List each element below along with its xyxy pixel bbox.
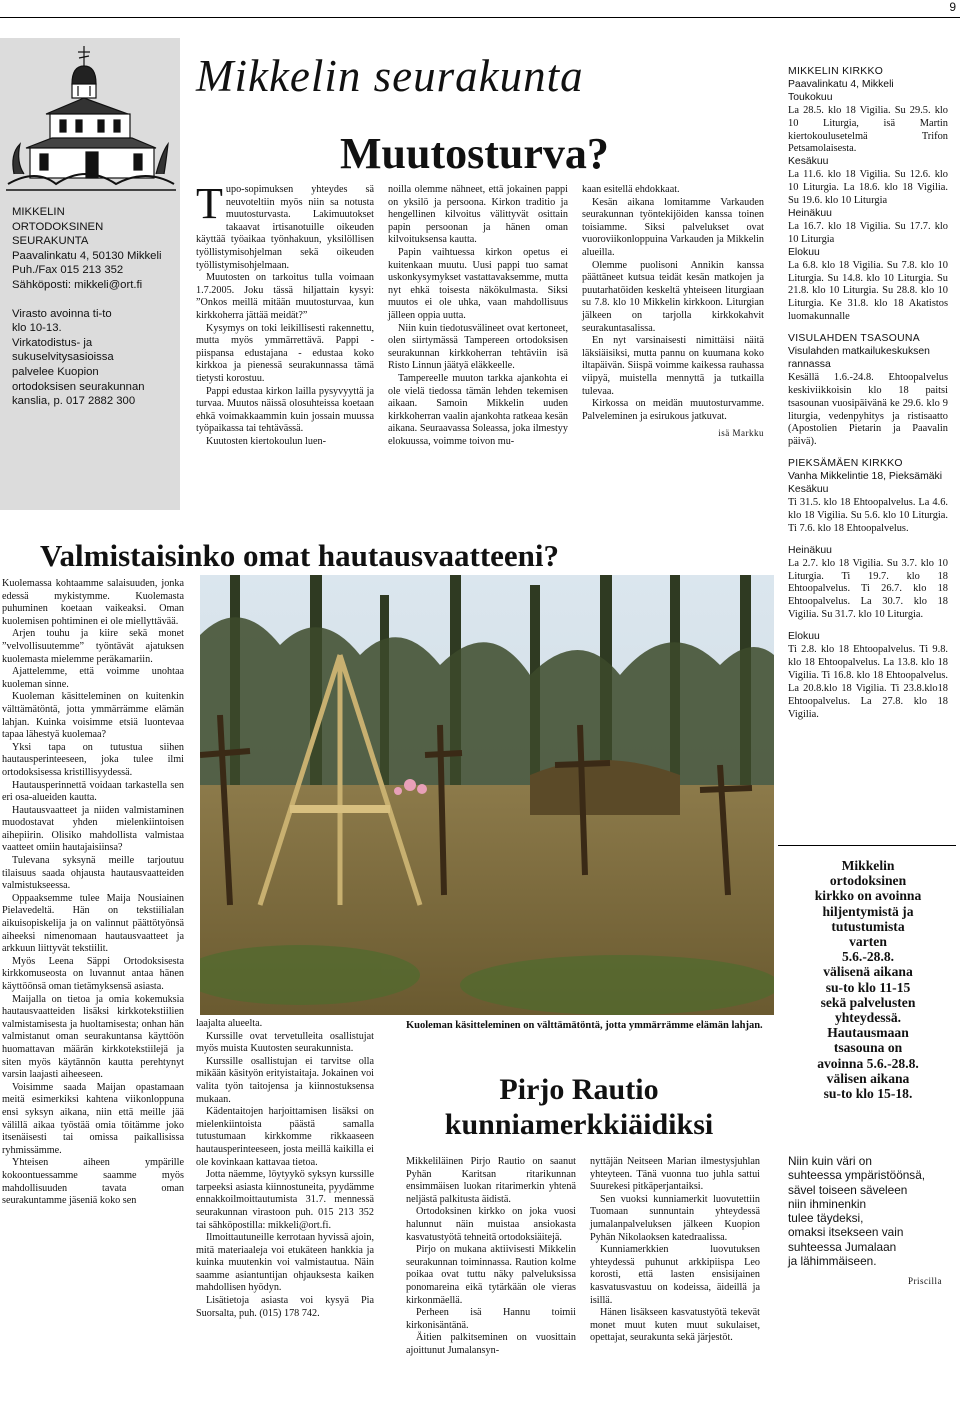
notice-line: kirkko on avoinna [814, 888, 922, 904]
masthead: Mikkelin seurakunta [196, 51, 584, 101]
poem-line: Niin kuin väri on [788, 1154, 872, 1168]
schedule-line: Kesäkuu [788, 156, 829, 168]
schedule-line: Vanha Mikkelintie 18, Pieksämäki [788, 471, 943, 483]
schedule-text: La 6.8. klo 18 Vigilia. Su 7.8. klo 10 Liturgia. Su 14.8. klo 10 Liturgia. Su 21.8. klo 10 Liturgia. Su 28.8. klo 10 Liturgia. Ke 31.8. klo 18 Akatistos luomakunnalle [788, 259, 948, 323]
article2-column-left [2, 578, 184, 1208]
contact-line: MIKKELIN [12, 206, 65, 218]
article1-column-1 [196, 179, 374, 448]
poem-line: ja lähimmäiseen. [788, 1254, 877, 1269]
paragraph: Arjen touhu ja kiire sekä monet ”velvollisuutemme” työntävät ajatuksen kuolemasta mielemme peräkamariin. [2, 628, 184, 665]
notice-line: yhteydessä. [834, 1010, 902, 1026]
schedule-text: La 2.7. klo 18 Vigilia. Su 3.7. klo 10 Liturgia. Ti 19.7. klo 18 Ehtoopalvelus. Ti 26.7. klo 18 Ehtoopalvelus. La 30.7. klo 18 Vigilia. Su 31.7. klo 10 Liturgia. [788, 557, 948, 621]
paragraph: Maijalla on tietoa ja omia kokemuksia hautausvaatteiden lisäksi kirkkotekstiilien valmistamisesta ja huoltamisesta; onhan hän valmistanut oman seurakuntansa käyttöön huomattavan määrän kirkkotekstiilejä ja siten myös käytännön kautta perehtynyt varsin laajasti aiheeseen. [2, 993, 184, 1081]
cemetery-photo [200, 575, 774, 1015]
schedule-text: Kesällä 1.6.-24.8. Ehtoopalvelus keskiviikkoisin klo 18 paitsi tsasounan vuosipäivänä ke 29.6. klo 9 liturgia, vedenpyhitys ja ristisaatto (Apostolien Pietarin ja Paavalin päivä). [788, 371, 948, 448]
photo-caption: Kuoleman käsitteleminen on välttämätöntä, jotta ymmärrämme elämän lahjan. [406, 1020, 763, 1031]
poem [788, 1154, 952, 1268]
paragraph: nyttäjän Neitseen Marian ilmestysjuhlan yhteyteen. Tänä vuonna tuo juhla sattui Suurekesi pitkäperjantaiksi. [590, 1156, 760, 1193]
paragraph: Hautausperinnettä voidaan tarkastella sen eri osa-alueiden kautta. [2, 779, 184, 804]
notice-line: tutustumista [831, 918, 905, 934]
contact-line: Puh./Fax 015 213 352 [12, 264, 124, 277]
paragraph: Kirkossa on meidän muutosturvamme. Palveleminen ja esirukous jatkuvat. [582, 398, 764, 422]
schedule-heading: MIKKELIN KIRKKO [788, 66, 884, 77]
author-signature: isä Markku [718, 428, 764, 439]
paragraph: Olemme puolisoni Annikin kanssa päättäneet kutsua teidät kesän matkojen ja puutarhatöiden keskeltä yhteiseen liturgiaan su 7.8. klo 10 Mikkelin kirkkoon. Liturgian jälkeen on tarjolla kirkkokahvit seurakuntasalissa. [582, 259, 764, 334]
poem-line: suhteessa ympäristöönsä, [788, 1168, 926, 1183]
divider [778, 845, 956, 846]
paragraph: Kuoleman käsitteleminen on kuitenkin välttämätöntä, jotta ymmärrämme elämän lahjan. Kuinka voisimme etsiä luontevaa tapaa lähestyä kuolemaa? [2, 691, 184, 741]
paragraph: Hautausvaatteet ja niiden valmistaminen muodostavat yhden mielenkiintoisen aihepiirin. Olisiko mahdollista valmistaa vaatteet omiin hautajaisiinsa? [2, 804, 184, 854]
headline-line: kunniamerkkiäidiksi [444, 1108, 714, 1141]
office-line: klo 10-13. [12, 322, 62, 335]
paragraph: Kuolemassa kohtaamme salaisuuden, jonka edessä mykistymme. Kuolemasta puhuminen koetaan vaikeaksi. Oman kuolemisen pohtiminen ei ole miellyttävää. [2, 578, 184, 627]
notice-line: avoinna 5.6.-28.8. [817, 1055, 919, 1071]
notice-line: varten [849, 934, 887, 950]
notice-line: välisen aikana [826, 1070, 910, 1086]
paragraph: Sen vuoksi kunniamerkit luovutettiin Tuomaan sunnuntain yhteydessä jumalanpalveluksen jälkeen Kuopion Pyhän Nikolaoksen katedraalissa. [590, 1193, 760, 1243]
contact-line: Sähköposti: mikkeli@ort.fi [12, 278, 143, 291]
notice-line: Mikkelin [841, 858, 895, 873]
paragraph: Kunniamerkkien luovutuksen yhteydessä puhunut arkkipiispa Leo korosti, että lasten ensisijainen kasvatusvastuu on kodeissa, äideillä ja isillä. [590, 1244, 760, 1306]
paragraph: Pirjo on mukana aktiivisesti Mikkelin seurakunnan toiminnassa. Raution kolme poikaa ovat tuttu näky palveluksissa ponomareina eikä tytärkään ole vieras kirkonmäellä. [406, 1244, 576, 1306]
notice-line: tsasouna on [833, 1040, 903, 1056]
headline-muutosturva: Muutosturva? [340, 129, 609, 178]
contact-line: ORTODOKSINEN [12, 220, 104, 233]
page-number: 9 [949, 0, 956, 14]
paragraph: kaan esitellä ehdokkaat. [582, 184, 680, 195]
office-line: sukuselvitysasioissa [12, 351, 114, 364]
notice-line: sekä palvelusten [820, 994, 916, 1010]
paragraph: Lisätietoja asiasta voi kysyä Pia Suorsalta, puh. (015) 178 742. [196, 1295, 374, 1319]
paragraph: upo-sopimuksen yhteydes sä neuvoteltiin myös niin sa notusta muutosturvasta. Lakimuutokset takaavat irtisanotuille oikeuden käyttää työaikaa työnhakuun, yksilöllisen työllistymisohjelman sekä oikeuden työllistymisohjelmaan. [196, 184, 374, 271]
article3-column-2 [590, 1156, 760, 1345]
church-logo-icon [6, 44, 176, 199]
schedule-line: Heinäkuu [788, 207, 832, 219]
top-rule [0, 17, 960, 18]
paragraph: Niin kuin tiedotusvälineet ovat kertoneet, olen siirtymässä Tampereen ortodoksisen seurakunnan kirkkoherran tehtäviin isä Risto Linnun jäätyä eläkkeelle. [388, 322, 568, 372]
schedule-text: Ti 2.8. klo 18 Ehtoopalvelus. Ti 9.8. klo 18 Ehtoopalvelus. La 13.8. klo 18 Vigilia. Ti 16.8. klo 18 Ehtoopalvelus. La 20.8.klo 18 Vigilia. Ti 23.8.klo18 Ehtoopalvelus. La 27.8. klo 18 Vigilia. [788, 644, 948, 720]
paragraph: Kurssille ovat tervetulleita osallistujat myös muista Kuutosten seurakunnista. [196, 1030, 374, 1055]
contact-info [12, 205, 177, 409]
poem-signature: Priscilla [908, 1276, 942, 1286]
paragraph: Tulevana syksynä meille tarjoutuu tilaisuus saada ohjausta hautausvaatteiden valmistukseessa. [2, 855, 184, 892]
service-schedule [788, 66, 948, 722]
office-line: palvelee Kuopion [12, 365, 99, 378]
notice-line: hiljentymistä ja [822, 903, 914, 919]
paragraph: Yksi tapa on tutustua siihen hautausperinteeseen, joka tulee ilmi ortodoksisessa kristillisyydessä. [2, 741, 184, 778]
paragraph: Perheen isä Hannu toimii kirkonisäntänä. [406, 1307, 576, 1331]
headline-line: Pirjo Rautio [499, 1073, 659, 1106]
paragraph: Yhteisen aiheen ympärille kokoontuessamme saamme myös mahdollisuuden tavata oman seurakuntamme jäseniä koko sen [2, 1157, 184, 1207]
opening-hours-notice [786, 858, 950, 1101]
paragraph: Tampereelle muuton tarkka ajankohta ei ole vielä tiedossa tämän lehden tekemisen aikaan. Samoin Mikkelin uuden kirkkoherran vaalin ajankohta ratkeaa kesän aikana. Seuraavassa Soleassa, joka ilmestyy elokuussa, voimme toivon mu- [388, 372, 568, 447]
paragraph: En nyt varsinaisesti nimittäisi näitä läksiäisiksi, mutta pannu on kuumana koko iltapäivän. Siispä voimme kaikessa rauhassa viipyä, muistella mennyttä ja tutkailla tulevaa. [582, 335, 764, 397]
schedule-line: Toukokuu [788, 91, 833, 103]
paragraph: Jotta näemme, löytyykö syksyn kurssille tarpeeksi asiasta kiinnostuneita, pyydämme ennakkoilmoittautumista 31.7. mennessä seurakunnan virastoon puh. 015 213 352 tai sähköpostilla: mikkeli@ort.fi. [196, 1169, 374, 1231]
notice-line: 5.6.-28.8. [841, 949, 895, 965]
poem-line: sävel toiseen säveleen [788, 1182, 908, 1197]
notice-line: su-to klo 11-15 [825, 979, 911, 995]
schedule-line: Elokuu [788, 631, 820, 643]
paragraph: Ortodoksinen kirkko on joka vuosi halunnut näin muistaa ansiokasta kasvatustyötä tehneitä ortodoksiäitejä. [406, 1206, 576, 1243]
poem-line: suhteessa Jumalaan [788, 1239, 897, 1254]
contact-line: SEURAKUNTA [12, 235, 89, 248]
office-line: Virkatodistus- ja [12, 336, 93, 349]
paragraph: Papin vaihtuessa kirkon opetus ei kuitenkaan muutu. Uusi pappi tuo samat uskonkysymykset vastattavaksemme, mutta nyt ehkä toisesta näkökulmasta. Siksi muutos ei ole uhka, vaan mahdollisuus jälleen oppia uutta. [388, 246, 568, 321]
article2-column-mid [196, 1018, 374, 1320]
schedule-heading: PIEKSÄMÄEN KIRKKO [788, 458, 903, 470]
office-line: Virasto avoinna ti-to [12, 307, 112, 320]
paragraph: Pappi edustaa kirkon lailla pysyvyyttä ja turvaa. Muutos näissä olosuhteissa koetaan ehkä voimakkaammin kuin jossain muussa työpaikassa tai tehtävässä. [196, 385, 374, 435]
schedule-text: Ti 31.5. klo 18 Ehtoopalvelus. La 4.6. klo 18 Vigilia. Su 5.6. klo 10 Liturgia. Ti 7.6. klo 18 Ehtoopalvelus. [788, 497, 948, 534]
schedule-text: La 11.6. klo 18 Vigilia. Su 12.6. klo 10 Liturgia. La 18.6. klo 18 Vigilia. Su 19.6. klo 10 Liturgia [788, 169, 948, 207]
paragraph: Mikkeliläinen Pirjo Rautio on saanut Pyhän Karitsan ritarikunnan ensimmäisen luokan ritarimerkin yhtenä neljästä palkitusta äidistä. [406, 1156, 576, 1205]
notice-line: ortodoksinen [829, 873, 907, 889]
schedule-line: Visulahden matkailukeskuksen rannassa [788, 346, 930, 370]
schedule-line: Elokuu [788, 246, 820, 258]
paragraph: Muutosten on tarkoitus tulla voimaan 1.7.2005. Joku tässä hiljattain kysyi: ”Onkos meillä mitään muutosturvaa, kun kirkkoherra jättää meidät?” [196, 272, 374, 321]
paragraph: Voisimme saada Maijan opastamaan meitä esimerkiksi kahtena viikonloppuna ensi syksyn aikana, niin että meille jää välillä aikaa työstää omia töitämme joko itsenäisesti tai omissa paikallisissa ryhmissämme. [2, 1081, 184, 1156]
paragraph: noilla olemme nähneet, että jokainen pappi on yksilö ja persoona. Kirkon traditio ja hengellinen kilvoitus välittyvät osittain papin persoonan ja hänen oman kilvoituksensa kautta. [388, 184, 568, 246]
schedule-line: Kesäkuu [788, 484, 829, 496]
paragraph: Äitien palkitseminen on vuosittain ajoittunut Jumalansyn- [406, 1332, 576, 1356]
paragraph: Kuutosten kiertokoulun luen- [206, 435, 326, 447]
schedule-text: La 28.5. klo 18 Vigilia. Su 29.5. klo 10 Liturgia, isä Martin kiertokoulusetelmä Trifon Petsamolaisesta. [788, 104, 948, 155]
headline-hautausvaatteet: Valmistaisinko omat hautausvaatteeni? [40, 538, 560, 573]
paragraph: Kurssille osallistujan ei tarvitse olla mikään käsityön erityistaitaja. Jokainen voi valita työn taitojensa ja kiinnostuksensa mukaan. [196, 1055, 374, 1105]
paragraph: Ajattelemme, että voimme unohtaa kuoleman sinne. [2, 666, 184, 690]
schedule-line: Heinäkuu [788, 544, 832, 556]
paragraph: Oppaaksemme tulee Maija Nousiainen Pielavedeltä. Hän on tekstiilialan aikuisopiskelija ja on valinnut päättötyönsä aiheeksi nimenomaan hautausvaatteet ja arkkuun liittyvät tekstiilit. [2, 892, 184, 955]
contact-line: Paavalinkatu 4, 50130 Mikkeli [12, 249, 162, 262]
schedule-text: La 16.7. klo 18 Vigilia. Su 17.7. klo 10 Liturgia [788, 220, 948, 245]
poem-line: niin ihminenkin [788, 1196, 867, 1211]
schedule-heading: VISULAHDEN TSASOUNA [788, 333, 920, 345]
paragraph: Myös Leena Säppi Ortodoksisesta kirkkomuseosta on luvannut antaa hänen käyttöönsä oman tietämyksensä asiasta. [2, 955, 184, 992]
schedule-line: Paavalinkatu 4, Mikkeli [788, 78, 894, 90]
dropcap: T [196, 179, 223, 228]
office-line: ortodoksisen seurakunnan [12, 380, 145, 393]
paragraph: Kädentaitojen harjoittamisen lisäksi on mielenkiintoista päästä samalla tutustumaan kirkkomme rikkaaseen hautausperinteeseen, josta meillä kaikilla ei ole kovinkaan kattavaa tietoa. [196, 1106, 374, 1168]
poem-line: omaksi itsekseen vain [788, 1225, 904, 1240]
article3-column-1 [406, 1156, 576, 1358]
paragraph: Ilmoittautuneille kerrotaan hyvissä ajoin, mitä materiaaleja voi etukäteen hankkia ja kuinka muutenkin voi valmistautua. Näin saamme asiantuntijan ohjauksesta kaiken mahdollisen hyödyn. [196, 1232, 374, 1294]
notice-line: Hautausmaan [827, 1025, 909, 1041]
office-line: kanslia, p. 017 2882 300 [12, 395, 136, 408]
paragraph: laajalta alueelta. [196, 1018, 263, 1029]
notice-line: su-to klo 15-18. [823, 1086, 913, 1102]
headline-pirjo-rautio [424, 1072, 734, 1142]
poem-line: tulee täydeksi, [788, 1211, 864, 1226]
article1-column-3 [582, 184, 764, 440]
paragraph: Kesän aikana lomitamme Varkauden seurakunnan työntekijöiden kanssa toinen toisiamme. Siksi palvelukset ovat vuoroviikonloppuina Varkauden ja Mikkelin alueilla. [582, 196, 764, 258]
article1-column-2 [388, 184, 568, 448]
paragraph: Kysymys on toki leikillisesti rakennettu, mutta myös ymmärrettävä. Pappi - piispansa edustajana - edustaa koko kirkkoa ja pienessä seurakunnassa tämä tietysti korostuu. [196, 322, 374, 384]
notice-line: välisenä aikana [823, 964, 913, 980]
paragraph: Hänen lisäkseen kasvatustyötä tekevät monet muut kuten muut sukulaiset, opettajat, seurakunta sekä järjestöt. [590, 1307, 760, 1344]
